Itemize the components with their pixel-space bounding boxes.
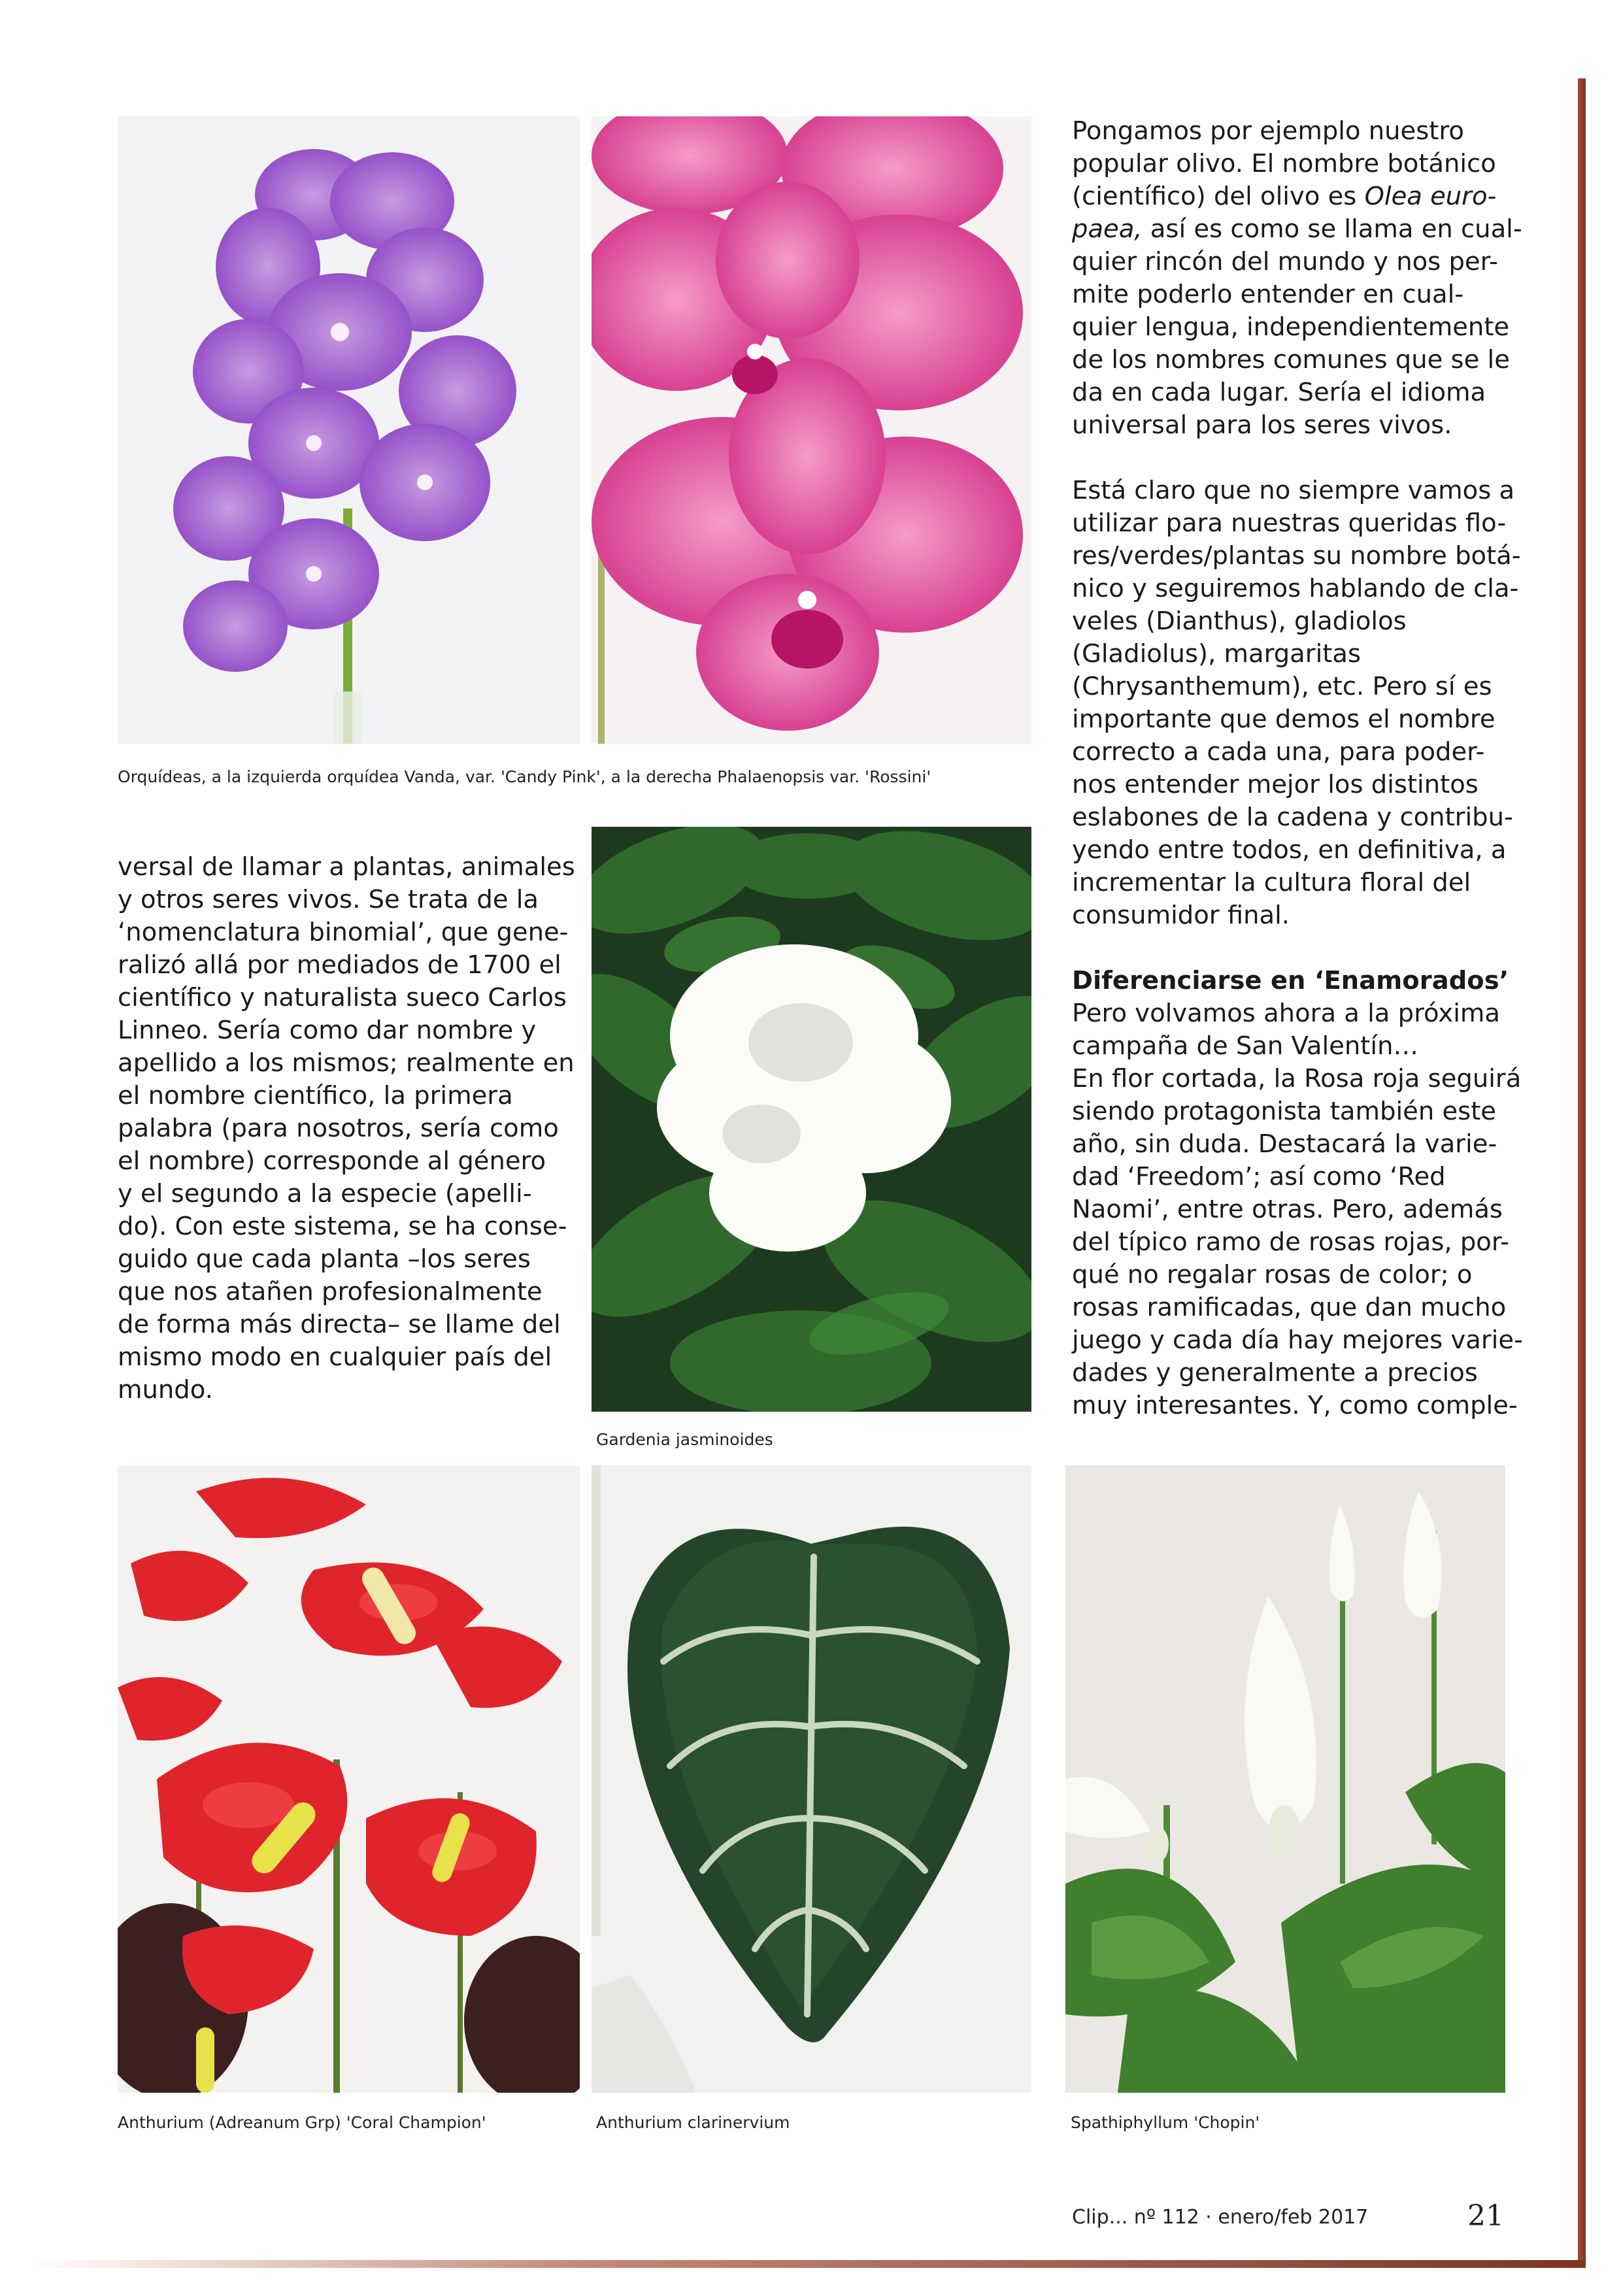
text-line: siendo protagonista también este	[1072, 1097, 1496, 1126]
anthurium-red-caption: Anthurium (Adreanum Grp) 'Coral Champion'	[118, 2113, 486, 2132]
text-line: nico y seguiremos hablando de cla-	[1072, 574, 1519, 603]
olea-italic: Olea euro-	[1364, 182, 1497, 211]
vanda-orchid-photo	[118, 116, 580, 744]
text-line: dad ‘Freedom’; así como ‘Red	[1072, 1162, 1446, 1191]
text-line: del típico ramo de rosas rojas, por-	[1072, 1227, 1510, 1257]
left-column-text	[118, 851, 575, 1406]
text-line: científico y naturalista sueco Carlos	[118, 983, 567, 1012]
text-line: dades y generalmente a precios	[1072, 1358, 1478, 1388]
text-line: ‘nomenclatura binomial’, que gene-	[118, 918, 569, 947]
text-line: En flor cortada, la Rosa roja seguirá	[1072, 1064, 1522, 1093]
text-line: incrementar la cultura floral del	[1072, 868, 1471, 897]
text-line: palabra (para nosotros, sería como	[118, 1114, 559, 1143]
text-line: Está claro que no siempre vamos a	[1072, 476, 1515, 505]
text-line: utilizar para nuestras queridas flo-	[1072, 508, 1507, 538]
text-line: do). Con este sistema, se ha conse-	[118, 1212, 567, 1241]
anthurium-green-photo	[592, 1465, 1031, 2093]
text-line: y otros seres vivos. Se trata de la	[118, 885, 539, 914]
text-line: nos entender mejor los distintos	[1072, 770, 1479, 799]
text-line: res/verdes/plantas su nombre botá-	[1072, 541, 1521, 571]
text-line: da en cada lugar. Sería el idioma	[1072, 378, 1486, 407]
text-line: Linneo. Sería como dar nombre y	[118, 1016, 537, 1045]
text-line: mismo modo en cualquier país del	[118, 1342, 552, 1372]
text-line: rosas ramificadas, que dan mucho	[1072, 1293, 1507, 1322]
text-line: que nos atañen profesionalmente	[118, 1277, 543, 1306]
text-line: (científico) del olivo es Olea euro-	[1072, 182, 1497, 211]
text-line: el nombre científico, la primera	[118, 1081, 513, 1110]
text-line: versal de llamar a plantas, animales	[118, 852, 575, 882]
orchid-caption: Orquídeas, a la izquierda orquídea Vanda, var. 'Candy Pink', a la derecha Phalaenopsis var. 'Rossini'	[118, 767, 931, 786]
text-line: apellido a los mismos; realmente en	[118, 1048, 575, 1078]
text-line: quier lengua, independientemente	[1072, 312, 1510, 342]
text-line: (Chrysanthemum), etc. Pero sí es	[1072, 672, 1492, 701]
text-line: paea, así es como se llama en cual-	[1072, 214, 1522, 244]
page-number: 21	[1467, 2199, 1504, 2233]
spathiphyllum-photo	[1065, 1465, 1505, 2093]
text-line: veles (Dianthus), gladiolos	[1072, 607, 1407, 636]
text-line: el nombre) corresponde al género	[118, 1146, 546, 1176]
anthurium-green-caption: Anthurium clarinervium	[596, 2113, 790, 2132]
text-line: campaña de San Valentín…	[1072, 1031, 1418, 1061]
text-line: quier rincón del mundo y nos per-	[1072, 247, 1498, 276]
text-line: de los nombres comunes que se le	[1072, 345, 1510, 374]
phalaenopsis-orchid-photo	[592, 116, 1031, 744]
gardenia-photo	[592, 827, 1031, 1412]
text-line: Naomi’, entre otras. Pero, además	[1072, 1195, 1503, 1224]
text-line: mite poderlo entender en cual-	[1072, 280, 1464, 309]
right-column-text	[1072, 115, 1556, 1422]
decorative-border-right	[1578, 78, 1586, 2268]
journal-issue: Clip... nº 112 · enero/feb 2017	[1072, 2206, 1369, 2229]
text-line: y el segundo a la especie (apelli-	[118, 1179, 532, 1208]
text-line: Pero volvamos ahora a la próxima	[1072, 999, 1501, 1028]
text-line: año, sin duda. Destacará la varie-	[1072, 1129, 1497, 1159]
text-line: qué no regalar rosas de color; o	[1072, 1260, 1473, 1289]
text-line: muy interesantes. Y, como comple-	[1072, 1391, 1518, 1420]
text-line: guido que cada planta –los seres	[118, 1244, 531, 1274]
gardenia-caption: Gardenia jasminoides	[596, 1430, 773, 1449]
text-line: (Gladiolus), margaritas	[1072, 639, 1362, 669]
text-line: universal para los seres vivos.	[1072, 410, 1452, 440]
text-line: de forma más directa– se llame del	[118, 1310, 561, 1339]
text-line: ralizó allá por mediados de 1700 el	[118, 950, 561, 980]
text-line: importante que demos el nombre	[1072, 705, 1496, 734]
section-heading: Diferenciarse en ‘Enamorados’	[1072, 966, 1509, 995]
spathiphyllum-caption: Spathiphyllum 'Chopin'	[1071, 2113, 1260, 2132]
text-line: eslabones de la cadena y contribu-	[1072, 803, 1513, 832]
text-line: juego y cada día hay mejores varie-	[1072, 1325, 1523, 1355]
page-footer	[1072, 2198, 1504, 2237]
text-line: correcto a cada una, para poder-	[1072, 737, 1485, 767]
text-line: yendo entre todos, en definitiva, a	[1072, 835, 1507, 865]
anthurium-red-photo	[118, 1465, 580, 2093]
text-line: mundo.	[118, 1375, 213, 1405]
decorative-border-bottom	[26, 2260, 1586, 2268]
text-line: consumidor final.	[1072, 901, 1290, 930]
text-line: Pongamos por ejemplo nuestro	[1072, 116, 1464, 146]
text-line: popular olivo. El nombre botánico	[1072, 149, 1496, 178]
